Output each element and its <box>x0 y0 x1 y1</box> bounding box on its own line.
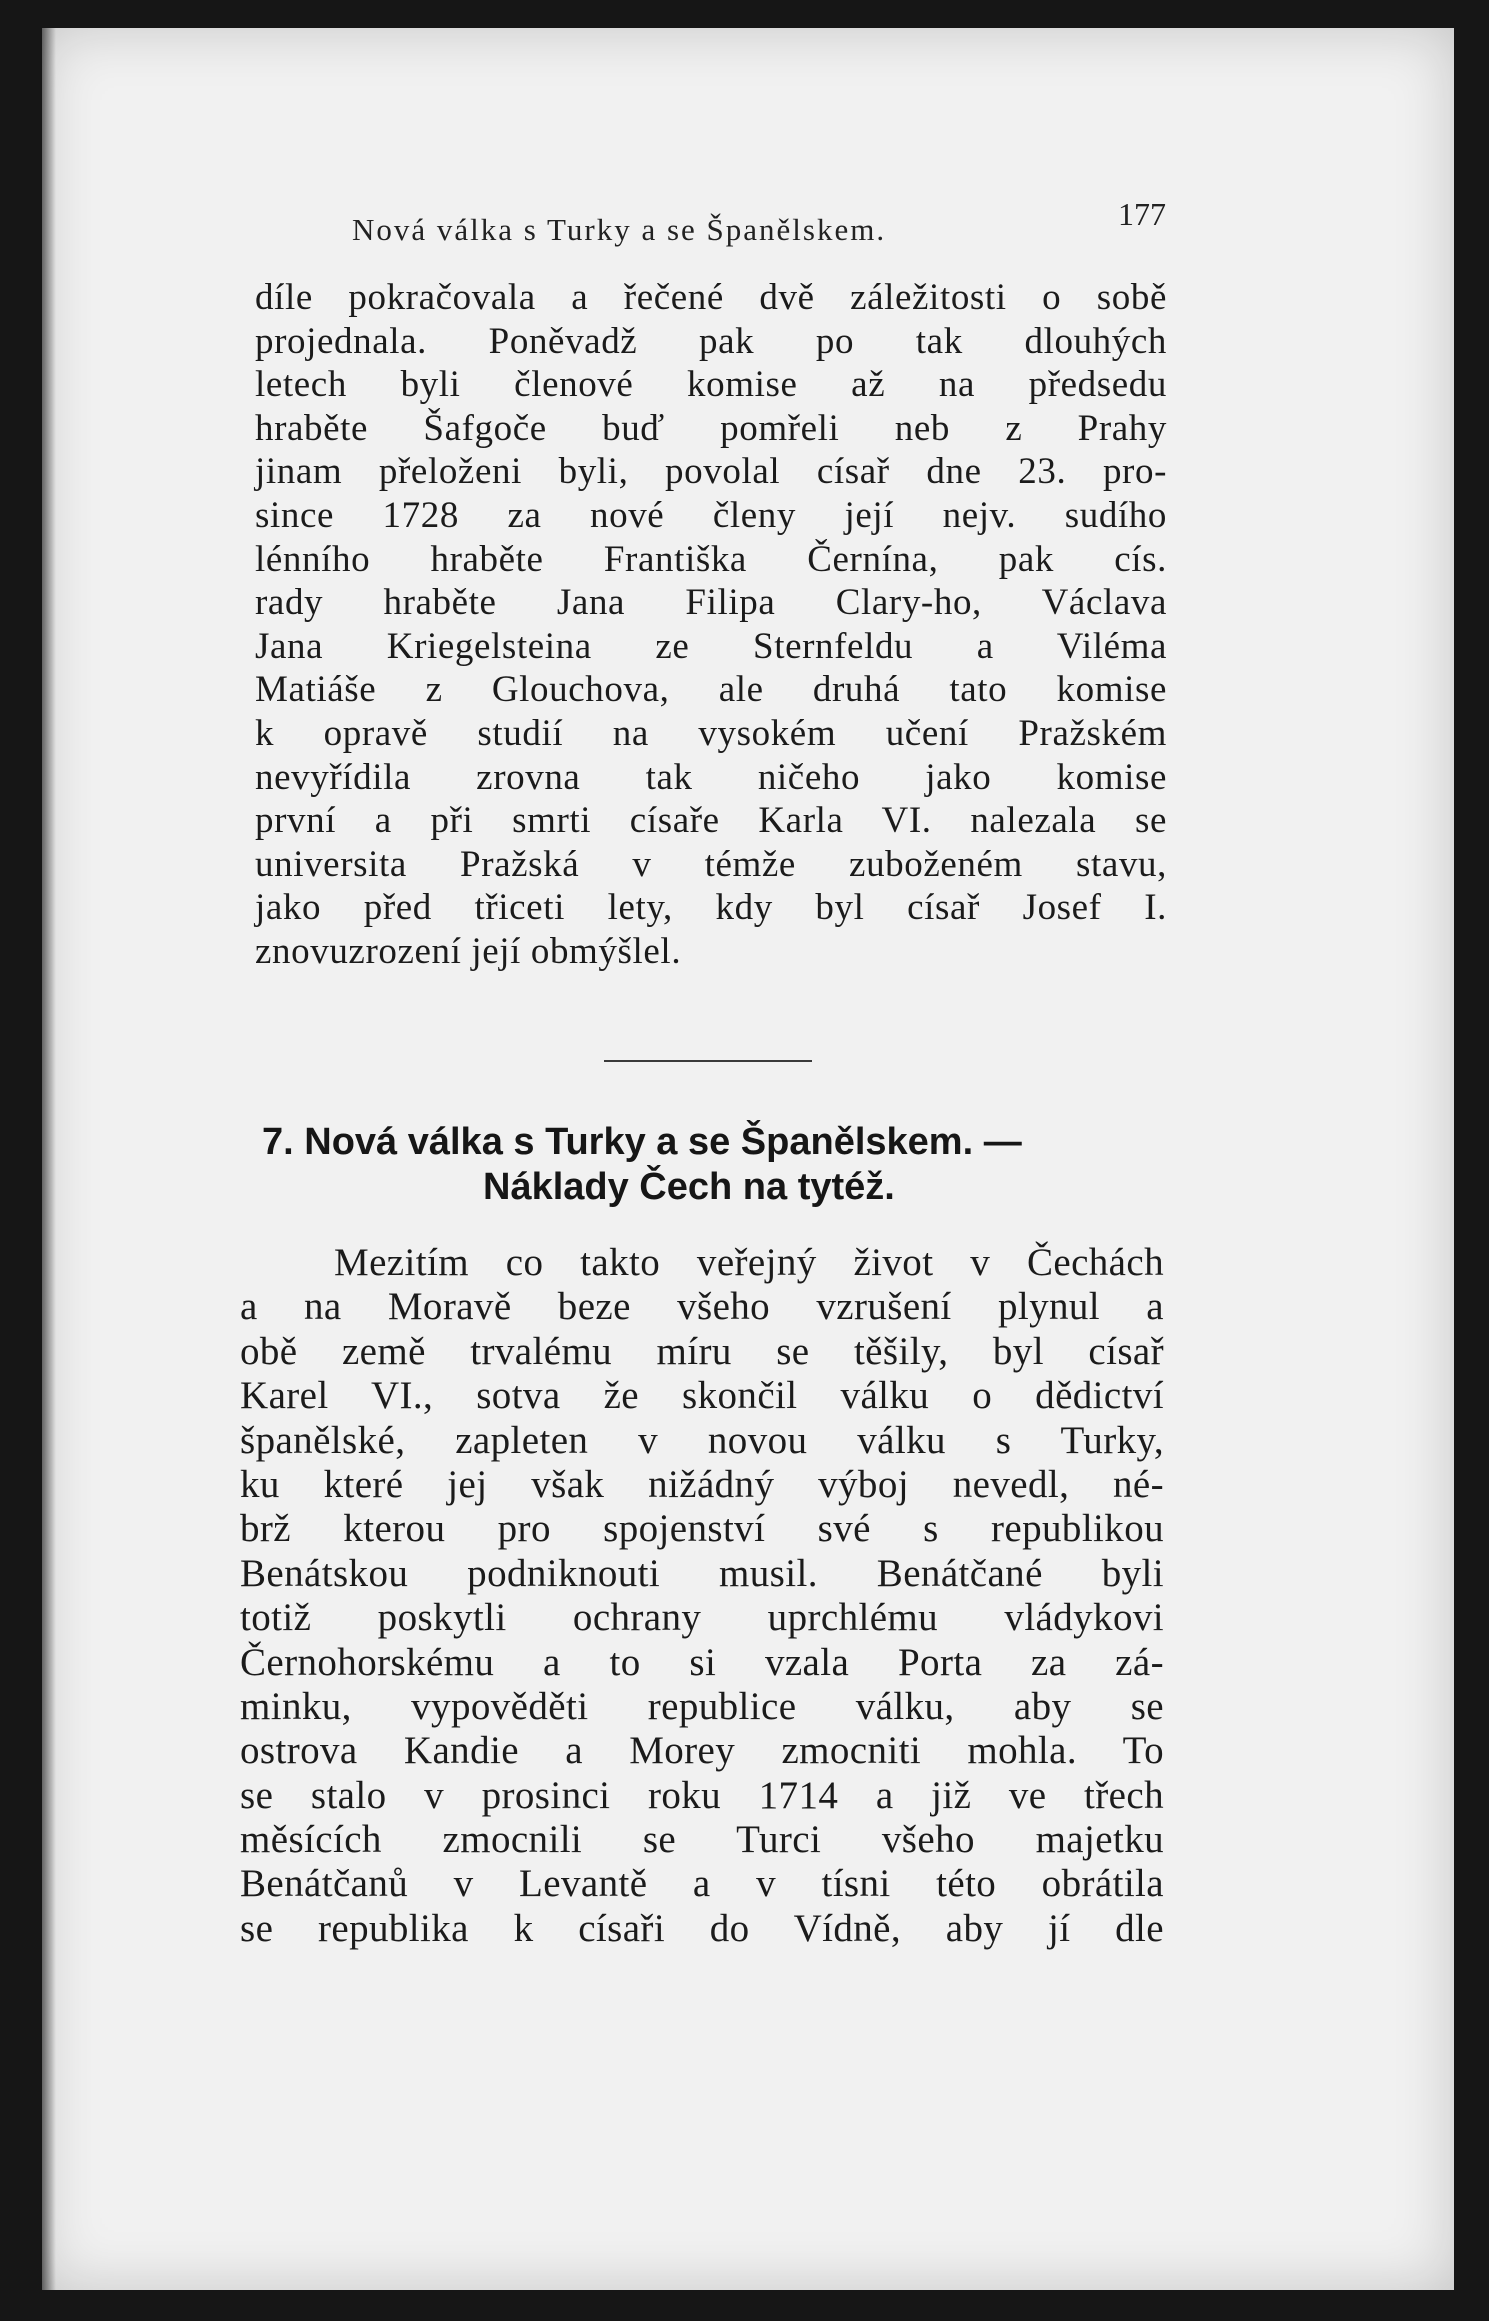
text-line: Karel VI., sotva že skončil válku o dědictví <box>240 1374 1164 1418</box>
text-line: brž kterou pro spojenství své s republikou <box>240 1507 1164 1551</box>
text-line: obě země trvalému míru se těšily, byl císař <box>240 1329 1164 1373</box>
text-line: lénního hraběte Františka Černína, pak cís. <box>255 538 1167 580</box>
text-line: jinam přeloženi byli, povolal císař dne 23. pro- <box>255 451 1167 493</box>
text-line: jako před třiceti lety, kdy byl císař Josef I. <box>255 887 1167 929</box>
text-line: nevyřídila zrovna tak ničeho jako komise <box>255 756 1167 798</box>
text-line: rady hraběte Jana Filipa Clary-ho, Václava <box>255 582 1167 624</box>
section-heading-line-1: 7. Nová válka s Turky a se Španělskem. — <box>262 1121 1022 1163</box>
text-line: Mezitím co takto veřejný život v Čechách <box>334 1241 1164 1284</box>
text-line: ostrova Kandie a Morey zmocniti mohla. To <box>240 1729 1164 1773</box>
paragraph-2 <box>240 1241 1164 1951</box>
section-heading <box>262 1120 1022 1210</box>
text-line: znovuzrození její obmýšlel. <box>255 930 682 972</box>
text-line: se republika k císaři do Vídně, aby jí dle <box>240 1906 1164 1950</box>
text-line: díle pokračovala a řečené dvě záležitosti o sobě <box>255 277 1167 318</box>
text-line: Matiáše z Glouchova, ale druhá tato komise <box>255 669 1167 711</box>
text-line: since 1728 za nové členy její nejv. sudího <box>255 494 1167 536</box>
text-line: první a při smrti císaře Karla VI. nalezala se <box>255 800 1167 842</box>
text-line: letech byli členové komise až na předsedu <box>255 364 1167 406</box>
page-edge-shadow <box>42 28 56 2290</box>
text-line: totiž poskytli ochrany uprchlému vládykovi <box>240 1596 1164 1640</box>
text-line: hraběte Šafgoče buď pomřeli neb z Prahy <box>255 407 1167 449</box>
text-line: měsících zmocnili se Turci všeho majetku <box>240 1818 1164 1862</box>
running-title: Nová válka s Turky a se Španělskem. <box>352 212 887 247</box>
section-heading-line-2: Náklady Čech na tytéž. <box>483 1166 895 1208</box>
text-line: universita Pražská v témže zuboženém stavu, <box>255 843 1167 885</box>
text-line: Jana Kriegelsteina ze Sternfeldu a Viléma <box>255 625 1167 667</box>
text-line: projednala. Poněvadž pak po tak dlouhých <box>255 320 1167 362</box>
text-line: španělské, zapleten v novou válku s Turky, <box>240 1418 1164 1462</box>
text-line: Benátčanů v Levantě a v tísni této obrátila <box>240 1862 1164 1906</box>
paragraph-1 <box>255 276 1167 974</box>
text-line: Černohorskému a to si vzala Porta za zá- <box>240 1640 1164 1684</box>
text-line: minku, vypověděti republice válku, aby se <box>240 1684 1164 1728</box>
page-number: 177 <box>1118 196 1166 232</box>
text-line: k opravě studií na vysokém učení Pražském <box>255 712 1167 754</box>
section-divider <box>604 1060 812 1062</box>
text-line: ku které jej však nižádný výboj nevedl, né- <box>240 1462 1164 1506</box>
text-line: Benátskou podniknouti musil. Benátčané byli <box>240 1551 1164 1595</box>
text-line: a na Moravě beze všeho vzrušení plynul a <box>240 1285 1164 1329</box>
text-line: se stalo v prosinci roku 1714 a již ve třech <box>240 1773 1164 1817</box>
